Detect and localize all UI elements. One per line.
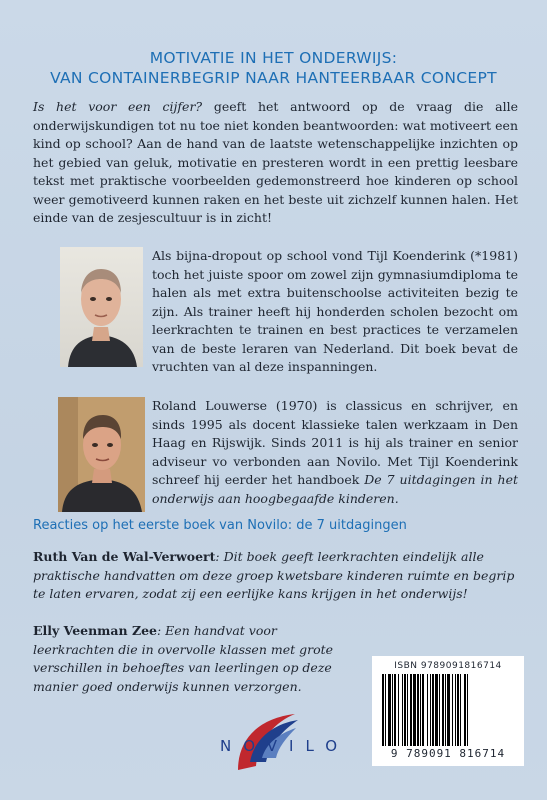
bio-louwerse [152, 397, 518, 508]
review-1-name: Ruth Van de Wal-Verwoert [33, 549, 216, 564]
isbn-barcode [372, 656, 524, 766]
novilo-logo [180, 700, 380, 780]
intro-paragraph [33, 98, 518, 228]
isbn-label: ISBN 9789091816714 [394, 661, 502, 671]
title-line-1: MOTIVATIE IN HET ONDERWIJS: [149, 49, 398, 67]
isbn-number: 9 789091 816714 [390, 747, 506, 760]
review-2-text: : Een handvat voor leerkrachten die in overvolle klassen met grote verschillen in behoeftes van leerlingen op deze manier goed onderwijs kunnen verzorgen. [33, 623, 334, 694]
logo-wordmark: NOVILO [220, 737, 350, 755]
review-2-name: Elly Veenman Zee [33, 623, 157, 638]
review-1-text: : Dit boek geeft leerkrachten eindelijk alle praktische handvatten om deze groep kwetsbare kinderen ruimte en begrip te laten ervaren, zodat zij een eerlijke kans krijgen in het onderwijs! [33, 549, 515, 601]
book-title [0, 48, 547, 88]
bio-koenderink: Als bijna-dropout op school vond Tijl Koenderink (*1981) toch het juiste spoor om zowel zijn gymnasiumdiploma te halen als met extra buitenschoolse activiteiten bezig te zijn. Als trainer heeft hij honderden scholen bezocht om leerkrachten te trainen en best practices te verzamelen van de beste leraren van Nederland. Dit boek bevat de vruchten van al deze inspanningen. [152, 248, 518, 374]
reviews-heading: Reacties op het eerste boek van Novilo: de 7 uitdagingen [33, 518, 407, 533]
review-2 [33, 622, 358, 696]
bio-louwerse-text: Roland Louwerse (1970) is classicus en schrijver, en sinds 1995 als docent klassieke talen werkzaam in Den Haag en Rijswijk. Sinds 2011 is hij als trainer en senior adviseur vo verbonden aan Novilo. Met Tijl Koenderink schreef hij eerder het handboek [152, 398, 518, 487]
bio-louwerse-book: De 7 uitdagingen in het onderwijs aan hoogbegaafde kinderen. [152, 472, 518, 506]
author-photo-koenderink [60, 247, 143, 367]
author-photo-louwerse [58, 397, 145, 512]
intro-book-title: Is het voor een cijfer? [33, 99, 203, 114]
intro-text: geeft het antwoord op de vraag die alle onderwijskundigen tot nu toe niet konden beantwoorden: wat motiveert een kind op school? Aan de hand van de laatste wetenschappelijke inzichten op het gebied van geluk, motivatie en presteren wordt in een prettig leesbare tekst met praktische voorbeelden gedemonstreerd hoe kinderen op school weer gemotiveerd kunnen raken en het beste uit zichzelf kunnen halen. Het einde van de zesjescultuur is in zicht! [33, 99, 518, 225]
title-line-2: VAN CONTAINERBEGRIP NAAR HANTEERBAAR CONCEPT [50, 69, 497, 87]
review-1 [33, 548, 518, 604]
